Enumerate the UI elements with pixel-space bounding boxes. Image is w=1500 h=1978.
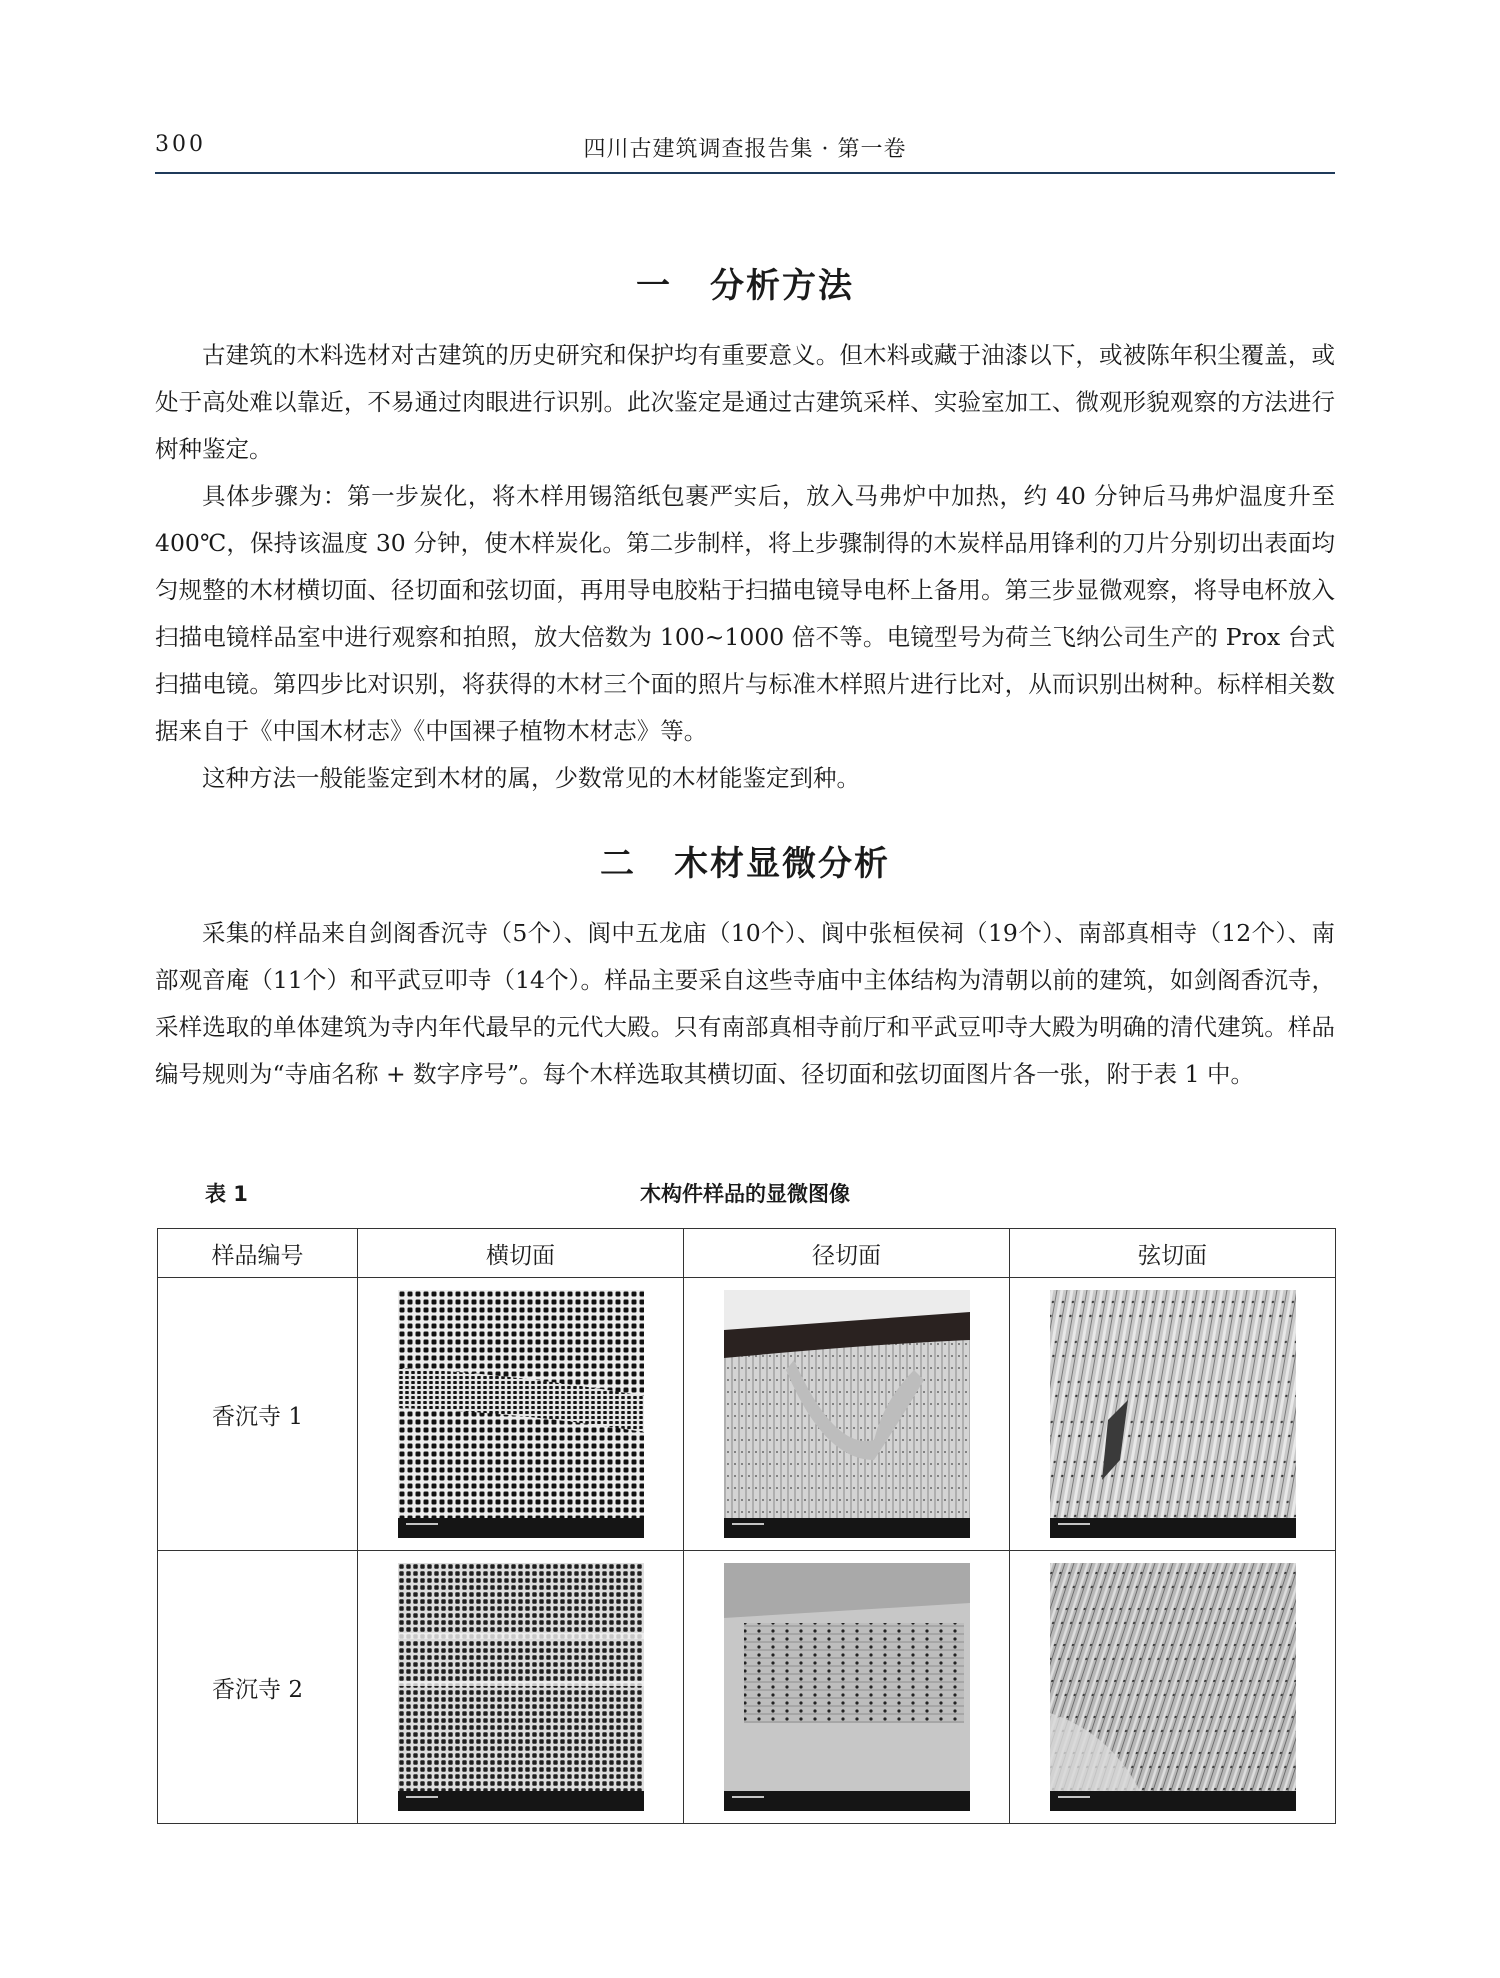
- page-number: 300: [155, 132, 206, 157]
- radial-section-micrograph: [724, 1290, 970, 1538]
- section-heading-2: [155, 836, 1335, 885]
- paragraph: 采集的样品来自剑阁香沉寺（5个）、阆中五龙庙（10个）、阆中张桓侯祠（19个）、南部真相寺（12个）、南部观音庵（11个）和平武豆叩寺（14个）。样品主要采自这些寺庙中主体结构为清朝以前的建筑，如剑阁香沉寺，采样选取的单体建筑为寺内年代最早的元代大殿。只有南部真相寺前厅和平武豆叩寺大殿为明确的清代建筑。样品编号规则为“寺庙名称 + 数字序号”。每个木样选取其横切面、径切面和弦切面图片各一张，附于表 1 中。: [155, 919, 1335, 1088]
- cross-section-image-cell: [358, 1278, 684, 1551]
- paragraph: 具体步骤为：第一步炭化，将木样用锡箔纸包裹严实后，放入马弗炉中加热，约 40 分钟后马弗炉温度升至 400℃，保持该温度 30 分钟，使木样炭化。第二步制样，将上步骤制得的木炭样品用锋利的刀片分别切出表面均匀规整的木材横切面、径切面和弦切面，再用导电胶粘于扫描电镜导电杯上备用。第三步显微观察，将导电杯放入扫描电镜样品室中进行观察和拍照，放大倍数为 100~1000 倍不等。电镜型号为荷兰飞纳公司生产的 Prox 台式扫描电镜。第四步比对识别，将获得的木材三个面的照片与标准木样照片进行比对，从而识别出树种。标样相关数据来自于《中国木材志》《中国裸子植物木材志》等。: [155, 482, 1335, 745]
- radial-section-micrograph: [724, 1563, 970, 1811]
- page-header: [155, 128, 1335, 170]
- cross-section-micrograph: [398, 1563, 644, 1811]
- section-title: 分析方法: [710, 266, 854, 306]
- radial-section-image-cell: [684, 1278, 1010, 1551]
- tangential-section-micrograph: [1050, 1290, 1296, 1538]
- tangential-section-image-cell: [1010, 1278, 1336, 1551]
- section-number: 一: [636, 266, 672, 306]
- section-title: 木材显微分析: [674, 844, 890, 884]
- column-header: 横切面: [358, 1229, 684, 1278]
- table-row: [158, 1278, 1336, 1551]
- tangential-section-micrograph: [1050, 1563, 1296, 1811]
- table-caption: [155, 1178, 1335, 1212]
- running-title: 四川古建筑调查报告集 · 第一卷: [583, 137, 907, 162]
- column-header: 样品编号: [158, 1229, 358, 1278]
- table-row: [158, 1551, 1336, 1824]
- table-number: 表 1: [205, 1182, 248, 1206]
- table-header-row: [158, 1229, 1336, 1278]
- paragraph: 这种方法一般能鉴定到木材的属，少数常见的木材能鉴定到种。: [202, 764, 860, 792]
- section-number: 二: [600, 844, 636, 884]
- paragraph: 古建筑的木料选材对古建筑的历史研究和保护均有重要意义。但木料或藏于油漆以下，或被陈年积尘覆盖，或处于高处难以靠近，不易通过肉眼进行识别。此次鉴定是通过古建筑采样、实验室加工、微观形貌观察的方法进行树种鉴定。: [155, 341, 1335, 463]
- sample-id: 香沉寺 2: [158, 1551, 358, 1824]
- cross-section-micrograph: [398, 1290, 644, 1538]
- section-heading-1: [155, 258, 1335, 307]
- sample-id: 香沉寺 1: [158, 1278, 358, 1551]
- header-rule: [155, 172, 1335, 174]
- column-header: 径切面: [684, 1229, 1010, 1278]
- table-title: 木构件样品的显微图像: [640, 1182, 850, 1206]
- column-header: 弦切面: [1010, 1229, 1336, 1278]
- cross-section-image-cell: [358, 1551, 684, 1824]
- micrograph-table: [157, 1228, 1336, 1824]
- tangential-section-image-cell: [1010, 1551, 1336, 1824]
- radial-section-image-cell: [684, 1551, 1010, 1824]
